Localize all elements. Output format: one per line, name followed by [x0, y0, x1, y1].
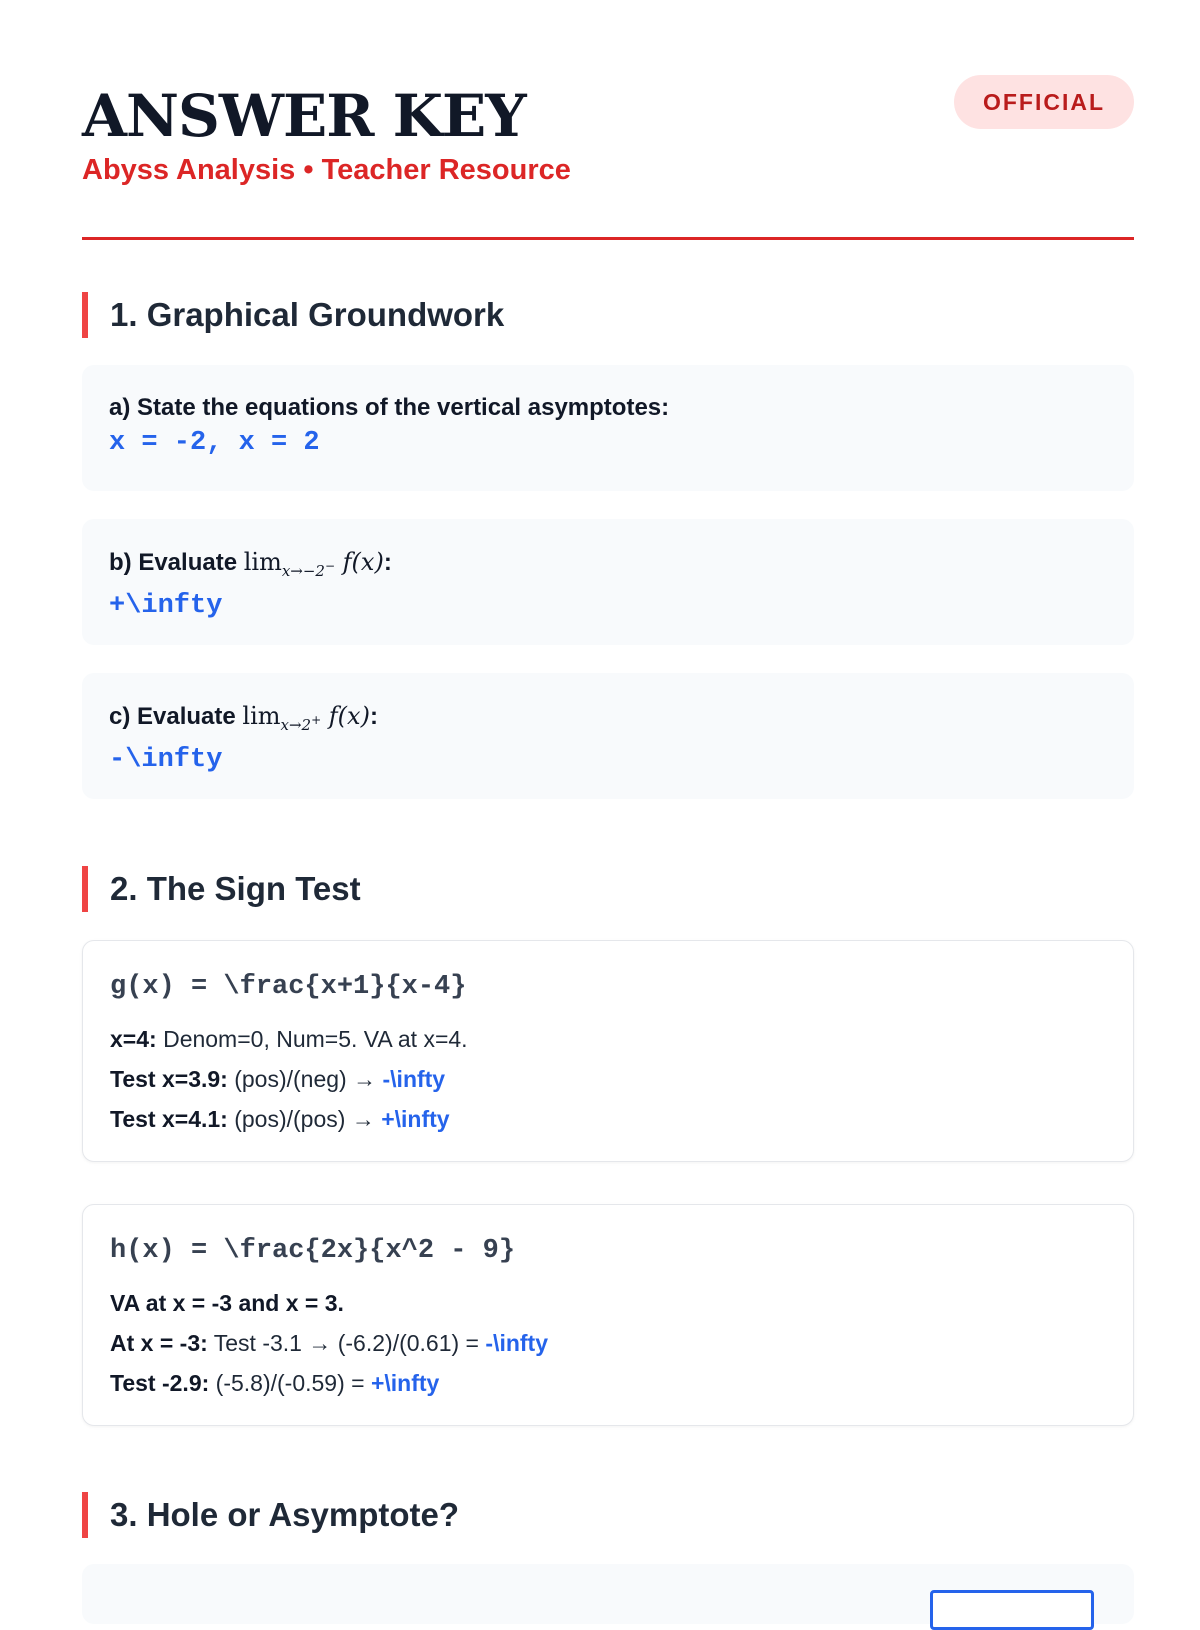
h-line-1-label: VA at x = -3 and x = 3.: [110, 1290, 344, 1316]
g-line-3: [110, 1099, 1106, 1139]
question-c-answer: -\infty: [109, 744, 223, 775]
limit-superscript: +: [311, 712, 322, 727]
g-formula: g(x) = \frac{x+1}{x-4}: [110, 972, 467, 1002]
h-line-3-result: +\infty: [370, 1370, 440, 1396]
question-b-limit: [243, 548, 384, 580]
g-line-2: [110, 1059, 1106, 1099]
question-b-prefix: b) Evaluate: [109, 549, 244, 576]
section-3-title: 3. Hole or Asymptote?: [110, 1496, 459, 1533]
g-line-1-label: x=4:: [110, 1026, 157, 1052]
question-c-limit: [242, 702, 370, 734]
h-line-3-label: Test -2.9:: [110, 1370, 210, 1396]
section-3-answer-box: [930, 1590, 1094, 1630]
section-1-heading: [82, 292, 504, 338]
limit-subscript: x→−2: [281, 561, 325, 580]
section-3-heading: [82, 1492, 459, 1538]
limit-subscript: x→2: [280, 715, 312, 734]
question-a-prompt: a) State the equations of the vertical asymptotes:: [109, 394, 670, 421]
question-b-suffix: :: [383, 549, 392, 576]
section-accent-bar: [82, 866, 88, 912]
limit-function: f(x): [328, 702, 370, 730]
g-line-3-text: (pos)/(pos) →: [227, 1106, 382, 1132]
h-line-3: [110, 1363, 1106, 1403]
g-line-2-label: Test x=3.9:: [110, 1066, 228, 1092]
limit-word: lim: [242, 702, 281, 730]
official-badge: OFFICIAL: [954, 75, 1134, 129]
page-title: ANSWER KEY: [82, 82, 526, 150]
question-a-answer: x = -2, x = 2: [109, 428, 320, 458]
question-c-prompt: [109, 699, 1107, 742]
g-line-2-result: -\infty: [382, 1066, 446, 1092]
page-subtitle: Abyss Analysis • Teacher Resource: [82, 154, 571, 186]
section-2-title: 2. The Sign Test: [110, 870, 361, 907]
question-c-box: [82, 673, 1134, 799]
section-2-heading: [82, 866, 361, 912]
g-line-1-text: Denom=0, Num=5. VA at x=4.: [156, 1026, 468, 1052]
question-b-box: [82, 519, 1134, 645]
section-accent-bar: [82, 1492, 88, 1538]
g-line-1: [110, 1019, 1106, 1059]
h-line-2-result: -\infty: [485, 1330, 548, 1356]
limit-function: f(x): [342, 548, 384, 576]
g-line-2-text: (pos)/(neg) →: [227, 1066, 383, 1092]
question-a-box: [82, 365, 1134, 491]
question-c-prefix: c) Evaluate: [109, 703, 243, 730]
section-1-title: 1. Graphical Groundwork: [110, 296, 505, 333]
limit-superscript: −: [324, 558, 336, 573]
question-b-prompt: [109, 545, 1107, 588]
g-line-3-result: +\infty: [381, 1106, 450, 1132]
g-function-card: [82, 940, 1134, 1162]
h-line-1: [110, 1283, 1106, 1323]
limit-word: lim: [243, 548, 282, 576]
question-b-answer: +\infty: [109, 590, 223, 621]
h-function-card: [82, 1204, 1134, 1426]
h-line-2-text: Test -3.1 → (-6.2)/(0.61) =: [207, 1330, 486, 1356]
h-line-2-label: At x = -3:: [110, 1330, 208, 1356]
header-divider: [82, 237, 1134, 240]
h-line-2: [110, 1323, 1106, 1363]
g-line-3-label: Test x=4.1:: [110, 1106, 228, 1132]
question-c-suffix: :: [369, 703, 378, 730]
h-line-3-text: (-5.8)/(-0.59) =: [209, 1370, 371, 1396]
section-accent-bar: [82, 292, 88, 338]
h-formula: h(x) = \frac{2x}{x^2 - 9}: [110, 1236, 516, 1266]
